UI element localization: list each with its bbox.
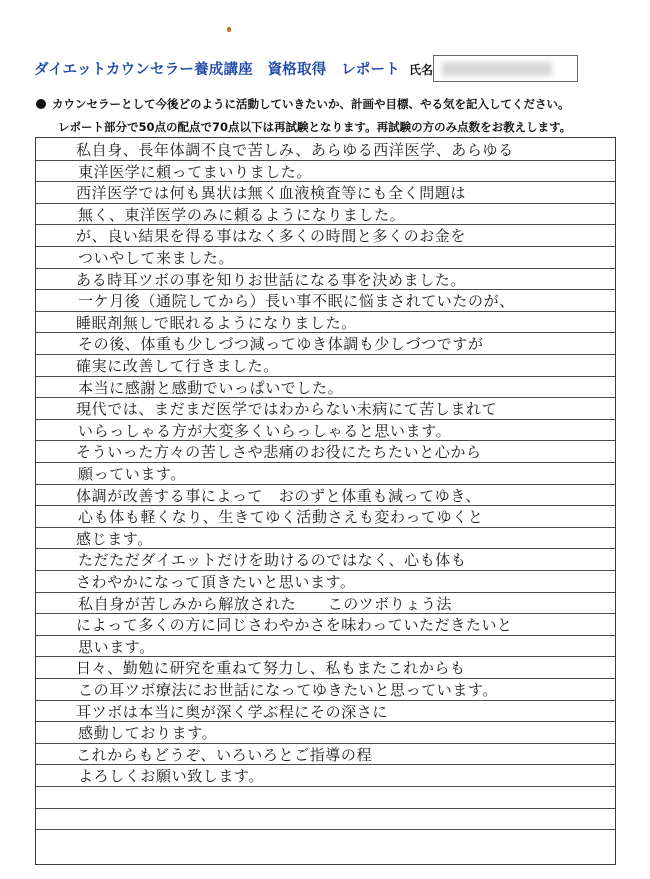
handwritten-line: が、良い結果を得る事はなく多くの時間と多くのお金を: [76, 227, 467, 246]
handwritten-line: 願っています。: [78, 465, 187, 483]
handwritten-line: これからもどうぞ、いろいろとご指導の程: [76, 745, 373, 764]
name-label: 氏名: [409, 63, 434, 77]
handwritten-line: いらっしゃる方が大変多くいらっしゃると思います。: [78, 421, 452, 440]
ruled-line: [36, 808, 615, 809]
handwritten-line: によって多くの方に同じさわやかさを味わっていただきたいと: [76, 616, 513, 635]
handwritten-line: さわやかになって頂きたいと思います。: [76, 573, 356, 591]
instruction-line-2: レポート部分で50点の配点で70点以下は再試験となります。再試験の方のみ点数をお教えします。: [58, 120, 572, 134]
handwritten-line: 私自身、長年体調不良で苦しみ、あらゆる西洋医学、あらゆる: [76, 141, 514, 159]
instruction-line-1: [36, 96, 570, 112]
handwritten-line: 現代では、まだまだ医学ではわからない未病にて苦しまれて: [76, 400, 498, 419]
handwritten-line: 東洋医学に頼ってまいりました。: [78, 162, 313, 181]
ruled-line: [36, 829, 615, 830]
handwritten-line: 日々、勤勉に研究を重ねて努力し、私もまたこれからも: [76, 659, 466, 678]
handwritten-line: そういった方々の苦しさや悲痛のお役にたちたいと心から: [76, 443, 482, 462]
handwritten-line: 睡眠剤無しで眠れるようになりました。: [76, 313, 357, 332]
instruction-text-1: カウンセラーとして今後どのように活動していきたいか、計画や目標、やる気を記入してください。: [52, 97, 570, 111]
redacted-name: [442, 62, 552, 76]
page-title: ダイエットカウンセラー養成講座 資格取得 レポート: [34, 62, 400, 78]
handwritten-line: 私自身が苦しみから解放された このツボりょう法: [78, 594, 453, 613]
handwritten-line: ついやして来ました。: [78, 249, 235, 267]
handwritten-line: 心も体も軽くなり、生きてゆく活動さえも変わってゆくと: [78, 508, 484, 527]
handwritten-line: 感じます。: [76, 529, 153, 548]
handwritten-line: 一ケ月後（通院してから）長い事不眠に悩まされていたのが、: [78, 292, 515, 311]
name-field[interactable]: [433, 55, 578, 82]
handwritten-line: 感動しております。: [78, 724, 218, 743]
handwritten-line: ある時耳ツボの事を知りお世話になる事を決めました。: [76, 270, 467, 289]
handwritten-line: ただただダイエットだけを助けるのではなく、心も体も: [78, 551, 467, 570]
handwritten-line: よろしくお願い致します。: [78, 767, 265, 786]
handwritten-line: 体調が改善する事によって おのずと体重も減ってゆき、: [76, 486, 482, 505]
handwritten-line: その後、体重も少しづつ減ってゆき体調も少しづつですが: [78, 335, 484, 354]
handwritten-line: 思います。: [78, 637, 155, 656]
bullet-icon: [36, 99, 46, 109]
handwritten-line: 耳ツボは本当に奥が深く学ぶ程にその深さに: [76, 702, 389, 721]
handwritten-line: 無く、東洋医学のみに頼るようになりました。: [78, 205, 406, 224]
handwritten-line: 本当に感謝と感動でいっぱいでした。: [78, 378, 344, 397]
ink-mark: [227, 27, 231, 32]
handwritten-line: この耳ツボ療法にお世話になってゆきたいと思っています。: [78, 681, 499, 699]
handwritten-line: 西洋医学では何も異状は無く血液検査等にも全く問題は: [76, 184, 467, 203]
handwritten-line: 確実に改善して行きました。: [76, 357, 279, 375]
